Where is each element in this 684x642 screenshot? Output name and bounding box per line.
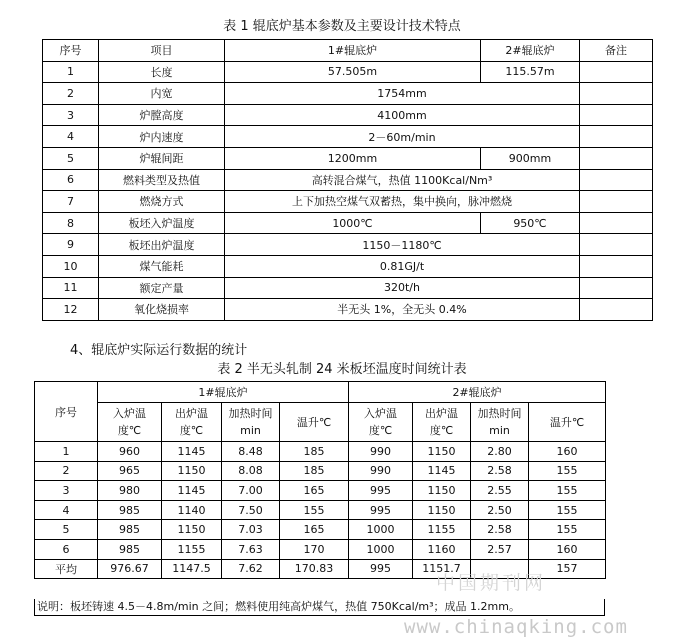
row-item: 燃烧方式 [99, 191, 225, 213]
row-remark [580, 104, 653, 126]
f2-temp-rise: 155 [529, 481, 606, 501]
row-remark [580, 234, 653, 256]
table1-row [43, 83, 653, 105]
f1-heat-time: 7.03 [222, 520, 280, 540]
row-no: 6 [43, 169, 99, 191]
f2-out-temp: 1151.7 [413, 559, 471, 579]
table2-group-header-row [35, 382, 606, 403]
f1-out-temp: 1147.5 [162, 559, 222, 579]
f1-in-temp: 985 [98, 539, 162, 559]
f2-heat-time: 2.58 [471, 520, 529, 540]
row-seq: 4 [35, 500, 98, 520]
row-no: 10 [43, 255, 99, 277]
table2-row [35, 442, 606, 462]
row-item: 炉辊间距 [99, 147, 225, 169]
row-value-shared: 高转混合煤气，热值 1100Kcal/Nm³ [225, 169, 580, 191]
f2-out-temp: 1150 [413, 500, 471, 520]
f2-in-temp: 1000 [349, 539, 413, 559]
f2-temp-rise: 155 [529, 461, 606, 481]
header-no: 序号 [43, 40, 99, 62]
row-seq: 6 [35, 539, 98, 559]
row-value-shared: 1754mm [225, 83, 580, 105]
header-f1-in-temp: 入炉温度℃ [98, 403, 162, 442]
f2-out-temp: 1145 [413, 461, 471, 481]
f1-out-temp: 1150 [162, 461, 222, 481]
header-furnace1-group: 1#辊底炉 [98, 382, 349, 403]
table2-sub-header-row [35, 403, 606, 442]
row-no: 4 [43, 126, 99, 148]
f2-out-temp: 1150 [413, 481, 471, 501]
f2-temp-rise: 157 [529, 559, 606, 579]
row-value-shared: 0.81GJ/t [225, 255, 580, 277]
row-item: 板坯出炉温度 [99, 234, 225, 256]
row-no: 1 [43, 61, 99, 83]
header-f1-temp-rise: 温升℃ [280, 403, 349, 442]
row-remark [580, 61, 653, 83]
row-remark [580, 191, 653, 213]
row-remark [580, 126, 653, 148]
table1-row [43, 299, 653, 321]
f2-heat-time: 2.57 [471, 539, 529, 559]
f2-in-temp: 990 [349, 461, 413, 481]
f1-heat-time: 8.08 [222, 461, 280, 481]
watermark-cn: 中国期刊网 [436, 572, 547, 594]
header-f2-temp-rise: 温升℃ [529, 403, 606, 442]
table1-row [43, 191, 653, 213]
f1-in-temp: 980 [98, 481, 162, 501]
row-value-furnace1: 1200mm [225, 147, 481, 169]
f1-temp-rise: 155 [280, 500, 349, 520]
f1-heat-time: 7.50 [222, 500, 280, 520]
table1-row [43, 169, 653, 191]
table1-row [43, 147, 653, 169]
table1-caption: 表 1 辊底炉基本参数及主要设计技术特点 [223, 19, 461, 34]
row-remark [580, 255, 653, 277]
f2-in-temp: 995 [349, 559, 413, 579]
row-value-shared: 2－60m/min [225, 126, 580, 148]
row-remark [580, 169, 653, 191]
header-furnace2: 2#辊底炉 [481, 40, 580, 62]
f1-in-temp: 985 [98, 520, 162, 540]
table1-row [43, 61, 653, 83]
header-item: 项目 [99, 40, 225, 62]
row-item: 板坯入炉温度 [99, 212, 225, 234]
f1-temp-rise: 165 [280, 520, 349, 540]
f2-out-temp: 1150 [413, 442, 471, 462]
row-item: 额定产量 [99, 277, 225, 299]
table2-row [35, 481, 606, 501]
f2-out-temp: 1155 [413, 520, 471, 540]
f1-temp-rise: 170 [280, 539, 349, 559]
row-value-shared: 4100mm [225, 104, 580, 126]
f1-out-temp: 1145 [162, 442, 222, 462]
row-no: 7 [43, 191, 99, 213]
header-furnace2-group: 2#辊底炉 [349, 382, 606, 403]
row-item: 炉膛高度 [99, 104, 225, 126]
table1-row [43, 255, 653, 277]
header-furnace1: 1#辊底炉 [225, 40, 481, 62]
f2-temp-rise: 155 [529, 500, 606, 520]
row-seq: 5 [35, 520, 98, 540]
row-item: 煤气能耗 [99, 255, 225, 277]
row-no: 8 [43, 212, 99, 234]
row-value-shared: 上下加热空煤气双蓄热，集中换向，脉冲燃烧 [225, 191, 580, 213]
row-seq: 1 [35, 442, 98, 462]
f2-in-temp: 990 [349, 442, 413, 462]
f1-heat-time: 8.48 [222, 442, 280, 462]
header-f2-out-temp: 出炉温度℃ [413, 403, 471, 442]
row-item: 炉内速度 [99, 126, 225, 148]
row-no: 12 [43, 299, 99, 321]
f1-in-temp: 976.67 [98, 559, 162, 579]
row-value-furnace2: 115.57m [481, 61, 580, 83]
f1-in-temp: 960 [98, 442, 162, 462]
table1-basic-parameters [42, 39, 653, 321]
table1-row [43, 104, 653, 126]
row-item: 燃料类型及热值 [99, 169, 225, 191]
f1-heat-time: 7.00 [222, 481, 280, 501]
f1-temp-rise: 185 [280, 442, 349, 462]
f1-out-temp: 1150 [162, 520, 222, 540]
table2-row [35, 500, 606, 520]
row-remark [580, 277, 653, 299]
f1-out-temp: 1155 [162, 539, 222, 559]
header-f1-out-temp: 出炉温度℃ [162, 403, 222, 442]
f2-in-temp: 995 [349, 481, 413, 501]
table2-row [35, 539, 606, 559]
row-remark [580, 83, 653, 105]
f1-heat-time: 7.62 [222, 559, 280, 579]
watermark-url: www.chinaqking.com [404, 616, 628, 638]
row-value-shared: 1150－1180℃ [225, 234, 580, 256]
table2-temperature-statistics [34, 381, 606, 579]
f1-heat-time: 7.63 [222, 539, 280, 559]
f2-in-temp: 995 [349, 500, 413, 520]
f1-in-temp: 965 [98, 461, 162, 481]
f1-temp-rise: 170.83 [280, 559, 349, 579]
f2-out-temp: 1160 [413, 539, 471, 559]
table1-row [43, 277, 653, 299]
row-value-furnace2: 900mm [481, 147, 580, 169]
row-item: 内宽 [99, 83, 225, 105]
f2-temp-rise: 160 [529, 442, 606, 462]
f2-heat-time: 2.50 [471, 500, 529, 520]
row-seq: 2 [35, 461, 98, 481]
f1-temp-rise: 185 [280, 461, 349, 481]
row-no: 3 [43, 104, 99, 126]
row-value-furnace2: 950℃ [481, 212, 580, 234]
row-remark [580, 147, 653, 169]
row-item: 氧化烧损率 [99, 299, 225, 321]
row-item: 长度 [99, 61, 225, 83]
table2-caption: 表 2 半无头轧制 24 米板坯温度时间统计表 [217, 362, 467, 377]
row-value-furnace1: 57.505m [225, 61, 481, 83]
table2-row [35, 520, 606, 540]
f2-in-temp: 1000 [349, 520, 413, 540]
row-no: 9 [43, 234, 99, 256]
row-no: 11 [43, 277, 99, 299]
f1-in-temp: 985 [98, 500, 162, 520]
table1-row [43, 234, 653, 256]
header-f2-heat-time: 加热时间min [471, 403, 529, 442]
f1-temp-rise: 165 [280, 481, 349, 501]
f1-out-temp: 1145 [162, 481, 222, 501]
row-seq: 平均 [35, 559, 98, 579]
row-value-furnace1: 1000℃ [225, 212, 481, 234]
f2-heat-time: 2.80 [471, 442, 529, 462]
f2-temp-rise: 160 [529, 539, 606, 559]
table1-row [43, 212, 653, 234]
header-seq: 序号 [35, 382, 98, 442]
f2-heat-time: 2.55 [471, 481, 529, 501]
row-value-shared: 320t/h [225, 277, 580, 299]
row-no: 5 [43, 147, 99, 169]
section-heading: 4、辊底炉实际运行数据的统计 [70, 343, 248, 358]
table2-note: 说明：板坯铸速 4.5－4.8m/min 之间；燃料使用纯高炉煤气，热值 750Kcal/m³；成品 1.2mm。 [34, 599, 605, 616]
row-no: 2 [43, 83, 99, 105]
table1-row [43, 126, 653, 148]
header-f2-in-temp: 入炉温度℃ [349, 403, 413, 442]
header-remark: 备注 [580, 40, 653, 62]
table2-row [35, 461, 606, 481]
f2-heat-time: 2.58 [471, 461, 529, 481]
row-seq: 3 [35, 481, 98, 501]
row-remark [580, 299, 653, 321]
row-remark [580, 212, 653, 234]
f1-out-temp: 1140 [162, 500, 222, 520]
table1-header-row [43, 40, 653, 62]
header-f1-heat-time: 加热时间min [222, 403, 280, 442]
f2-temp-rise: 155 [529, 520, 606, 540]
row-value-shared: 半无头 1%，全无头 0.4% [225, 299, 580, 321]
